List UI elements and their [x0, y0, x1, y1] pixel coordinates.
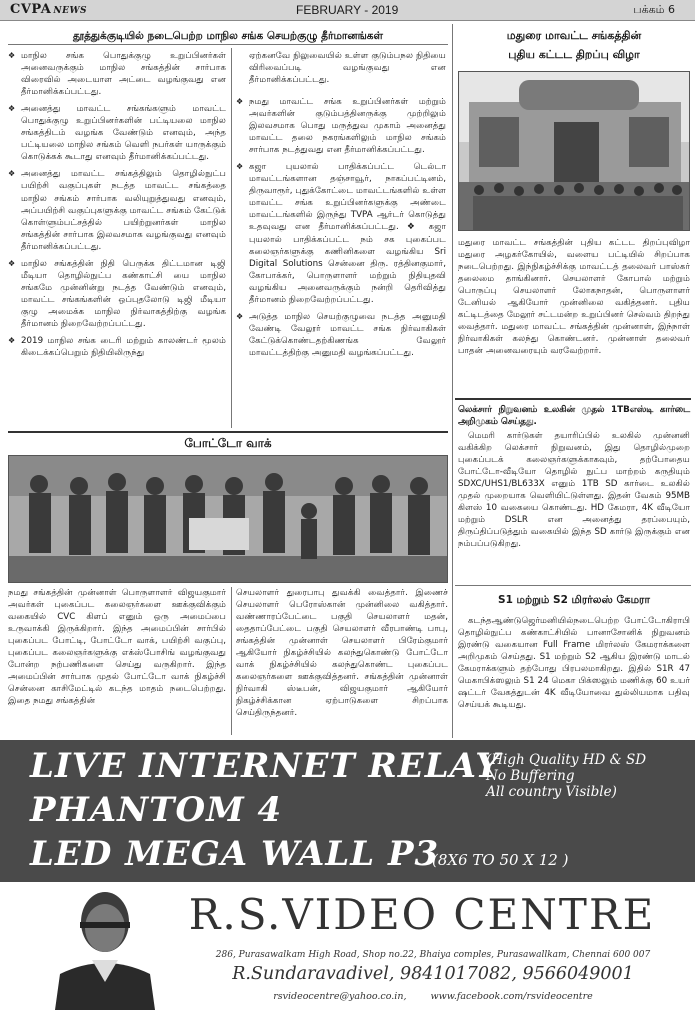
- photowalk-title: போட்டோ வாக்: [184, 436, 272, 450]
- lexar-body: மெமரி கார்டுகள் தயாரிப்பில் உலகில் முன்னனி வகிக்கிற லெக்சார் நிறுவனம், இது தொழில்முறை புகைப்படக் கலைஞர்களுக்காகவும், தற்போதைய போட்டோ-வீடியோ தொழில் நுட்ப மாற்றம் கருதியும் SDXC/UHS1/BL633X எனும் 1TB SD கார்டை உலகில் முதல் முறையாக வெளியிட்டுள்ளது. இதன் வேகம் 95MB கிளஸ் 10 வகையை கொண்டது. HD கேமரா, 4K வீடியோ மற்றும் DSLR என அனைத்து தரப்பையும், திருப்திப்படுத்தும் வகையில் இந்த SD கார்டு இருக்கும் என நம்பப்படுகிறது.: [458, 431, 690, 550]
- resolutions-right-list: [236, 96, 446, 364]
- page-number: பக்கம் 6: [633, 3, 675, 16]
- company-contact: R.Sundaravadivel, 9841017082, 9566049001: [232, 964, 634, 984]
- photowalk-left: நமது சங்கத்தின் முன்னாள் பொருளாளர் விஜயகுமார் அவர்கள் புகைப்பட கலைஞர்களை ஊக்குவிக்கும் வகையில் CVC கிளப் எனும் ஒரு அமைப்பை உருவாக்கி இருக்கிறார். இந்த அமைப்பின் சார்பில் புகைப்பட போட்டி, போட்டோ வாக், பயிற்சி வகுப்பு, புகைப்பட கலைஞர்களுக்கு எக்ஸ்போசிங் வழங்குவது போன்ற நற்பணிகளை செய்து வருகிறார். இந்த அமைப்பின் சார்பாக முதல் போட்டோ வாக் நிகழ்ச்சி சென்னை காசிமேட்டில் கடந்த மாதம் நடைபெற்றது. இதை நமது சங்கத்தின்: [8, 588, 226, 707]
- ad-line-1: LIVE INTERNET RELAY: [30, 746, 501, 786]
- ad-line-3: LED MEGA WALL P3: [30, 834, 440, 874]
- owner-photo: [50, 882, 160, 1010]
- page-header: [0, 0, 695, 21]
- company-website[interactable]: www.facebook.com/rsvideocentre: [430, 991, 593, 1002]
- ad-banner: [0, 740, 695, 882]
- ad-line-2: PHANTOM 4: [30, 790, 283, 830]
- madurai-building-photo: [458, 71, 690, 231]
- company-name: R.S.VIDEO CENTRE: [188, 890, 656, 939]
- issue-date: FEBRUARY - 2019: [296, 3, 399, 17]
- brand-logo: CVPA NEWS: [10, 2, 88, 17]
- company-address: 286, Purasawalkam High Road, Shop no.22, Bhaiya comples, Purasawallkam, Chennai 600 007: [215, 950, 651, 960]
- photowalk-right: செயலாளர் துரைபாபு துவக்கி வைத்தார். இணைச் செயலாளர் பெரோஸ்கான் முன்னிலை வகித்தார். வண்ணாரப்பேட்டை பகுதி செயலாளர் மதன், தைதாப்பேட்டை பகுதி செயலாளர் வீரபாண்டி பாபு, சங்கத்தின் முன்னாள் செயலாளர் பிரேம்குமார் ஆகியோர் நிகழ்ச்சியில் கலந்துகொண்டு போட்டோ வாக் நிகழ்ச்சியில் கலந்துகொண்ட புகைப்பட கலைஞர்களை ஊக்குவித்தனர். சங்கத்தின் முன்னாள் நிர்வாகி ஸ்டீபன், விஜயகுமார் ஆகியோர் நிகழ்ச்சிக்கான ஏற்பாடுகளை சிறப்பாக செய்திருந்தனர்.: [236, 588, 448, 719]
- list-item: ❖ 2019 மாநில சங்க டைரி மற்றும் காலண்டர் மூலம் கிடைக்கப்பெறும் நிதியிலிருந்து: [8, 335, 226, 359]
- s1-body: கடந்தஆண்டுஜெர்மனியில்நடைபெற்ற போட்டோகிராபி தொழில்நுட்ப கண்காட்சியில் பானாசோனிக் நிறுவனம் இரண்டு வகையான Full Frame மிரர்லஸ் கேமராக்களை அறிமுகம் செய்தது. S1 மற்றும் S2 ஆகிய இரண்டு மாடல் கேமராக்களும் தற்போது பிரபலமாகிறது. இதில் S1R 47 மெகாபிக்ஸலும் S1 24 மெகா பிக்ஸலும் மணிக்கு 60 உயர் ஷட்டர் வேகத்துடன் 4K வீடியோவை துல்லியமாக பதிவு செய்யக் கூடியது.: [458, 616, 690, 711]
- company-online: [178, 991, 688, 1002]
- resolutions-left-list: [8, 50, 226, 364]
- ad-note: (High Quality HD & SD No Buffering All country Visible): [486, 752, 647, 800]
- list-item: ❖ அடுத்த மாநில செயற்குழுவை நடத்த அனுமதி வேண்டி வேலூர் மாவட்ட சங்க நிர்வாகிகள் கேட்டுக்கொண்டதற்கிணங்க வேலூர் மாவட்டத்திற்கு அனுமதி வழங்கப்பட்டது.: [236, 311, 446, 359]
- photowalk-group-photo: [8, 455, 448, 583]
- ad-size: (8X6 TO 50 X 12 ): [432, 851, 569, 869]
- list-item: ❖ நமது மாவட்ட சங்க உறுப்பினர்கள் மற்றும் அவர்களின் குடும்பத்தினருக்கு முற்றிலும் இலவசமாக பொது மருத்துவ முகாம் அனைத்து மாவட்ட தலை நகரங்களிலும் மாநில சங்கம் சார்பாக நடத்துவது என தீர்மானிக்கப்பட்டது.: [236, 96, 446, 156]
- list-item: ❖ அனைத்து மாவட்ட சங்கத்திலும் தொழில்நுட்ப பயிற்சி வகுப்புகள் நடத்த மாவட்ட சங்கத்தை மாநில சங்கம் சார்பாக வலியுறுத்துவது எனவும், அப்பயிற்சி வகுப்புகளுக்கு மாவட்ட சங்கம் கேட்டுக் கொள்ளும்பட்சத்தில் பயிற்றுனர்கள் மாநில சங்கத்தின் சார்பாக இலவசமாக வழங்குவது எனவும் தீர்மானிக்கப்பட்டது.: [8, 168, 226, 252]
- madurai-title: மதுரை மாவட்ட சங்கத்தின் புதிய கட்டட திறப்பு விழா: [506, 29, 642, 61]
- s1-title: S1 மற்றும் S2 மிரர்லஸ் கேமரா: [498, 594, 650, 606]
- list-item: ❖ மாநில சங்க பொதுக்குழு உறுப்பினர்கள் அனைவருக்கும் மாநில சங்கத்தின் சார்பாக விரைவில் அடையாள அட்டை வழங்குவது என தீர்மானிக்கப்பட்டது.: [8, 50, 226, 98]
- advertisement: [0, 740, 695, 1010]
- madurai-body: மதுரை மாவட்ட சங்கத்தின் புதிய கட்டட திறப்புவிழா மதுரை அழகர்கோயில், வளைய பட்டியில் சிறப்பாக நடைபெற்றது. இந்நிகழ்ச்சிக்கு மாவட்டத் தலைவர் பாஸ்கர் தலைமை தாங்கினார். செயலாளர் கோபால் மற்றும் பொருப்பு செயலாளர் லோகநாதன், பொருளாளர் டேனியல் ஆகியோர் முன்னிலை வகித்தனர். புதிய கட்டிடத்தை மேலூர் சட்டமன்ற உறுப்பினர் செல்வம் திறந்து வைத்தார். மதுரை மாவட்ட சங்கத்தின் முன்னாள், இந்நாள் நிர்வாகிகள் கலந்து கொண்டனர். முன்னாள் தலைவர் பாதன் அனைவரையும் வரவேற்றார்.: [458, 238, 690, 357]
- resolutions-right-intro: ஏற்கனவே நிலுவையில் உள்ள குடும்பநல நிதியை விரிவைப்படி வழங்குவது என தீர்மானிக்கப்பட்டது.: [249, 51, 446, 86]
- resolutions-title: தூத்துக்குடியில் நடைபெற்ற மாநில சங்க செயற்குழு தீர்மானங்கள்: [73, 30, 383, 42]
- list-item: ❖ அனைத்து மாவட்ட சங்கங்களும் மாவட்ட பொதுக்குழு உறுப்பினர்களின் பட்டியலை மாநில சங்கத்திடம் வழங்க வேண்டும் எனவும், அந்த பட்டியலை மாநில சங்கம் வெளி நபர்கள் யாருக்கும் கொடுக்கக் கூடாது எனவும் தீர்மானிக்கப்பட்டது.: [8, 103, 226, 163]
- lexar-title: லெக்சார் நிறுவனம் உலகின் முதல் 1TBஎஸ்டி கார்டை அறிமுகம் செய்தது.: [458, 405, 690, 428]
- list-item: ❖ கஜா புயலால் பாதிக்கப்பட்ட டெல்டா மாவட்டங்களான தஞ்சாவூர், நாகப்பட்டினம், திருவாரூர், புதுக்கோட்டை மாவட்டங்களில் உள்ள மாவட்ட சங்க உறுப்பினர்களுக்கு அண்டை மாவட்டங்களில் இருந்து TVPA ஆர்டர் கொடுத்து உதவுவது என தீர்மானிக்கப்பட்டது. ❖ கஜா புயலால் பாதிக்கப்பட்ட நம் சக புகைப்பட கலைஞர்களுக்கு கணினிகளை வழங்கிய Sri Digital Solutions சென்னை திரு. ரத்தினகுமார், கோபாக்கர், பொருளாளர் மற்றும் நிதியுதவி வழங்கிய அனைவருக்கும் நன்றி தெரிவித்து தீர்மானம் நிறைவேற்றப்பட்டது.: [236, 161, 446, 306]
- company-email[interactable]: rsvideocentre@yahoo.co.in,: [273, 991, 407, 1002]
- list-item: ❖ மாநில சங்கத்தின் நிதி பெருக்க திட்டமான டிஜி மீடியா தொழில்நுட்ப கண்காட்சி யை மாநில சங்கமே முன்னின்று நடத்த வேண்டும் எனவும், மாவட்ட சங்கங்களின் ஒப்புதலோடு டிஜி மீடியா குழு அமைக்க மாநில நிர்வாகத்திற்கு வழங்க தீர்மானம் நிறைவேற்றப்பட்டது.: [8, 258, 226, 330]
